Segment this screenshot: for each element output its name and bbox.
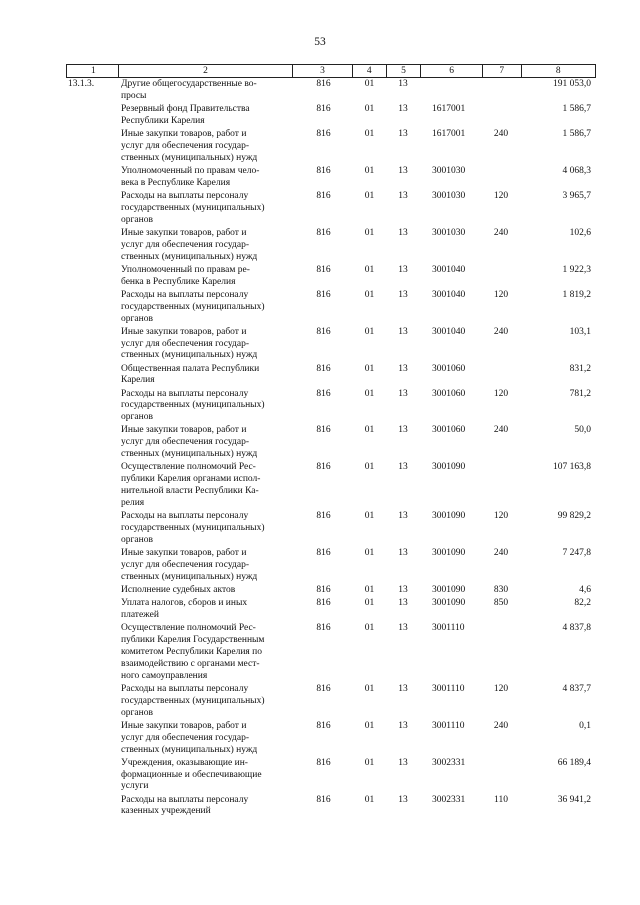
row-col-3: 816 [316,720,331,731]
row-col-8: 4 068,3 [562,165,591,176]
row-col-8: 4,6 [579,584,591,595]
row-code: 13.1.3. [68,79,95,89]
row-col-4: 01 [364,165,375,176]
row-code [66,598,118,622]
row-col-8: 1 586,7 [562,104,591,114]
table-row [66,191,594,227]
row-col-5: 13 [398,511,408,522]
row-col-3: 816 [316,548,331,559]
row-name: Расходы на выплаты персоналу казенных учреждений [121,794,249,817]
table-row [66,425,594,461]
row-col-4: 01 [364,190,375,201]
row-code [66,129,118,165]
row-col-7 [482,79,520,103]
row-col-8: 66 189,4 [557,757,591,768]
row-col-8: 102,6 [569,227,591,238]
table-row [66,389,594,425]
row-col-6: 3001030 [432,190,466,201]
row-code [66,364,118,388]
row-col-3: 816 [316,683,331,694]
row-col-4: 01 [364,757,375,768]
row-code [66,425,118,461]
row-col-7: 240 [493,227,509,238]
row-col-7: 120 [493,388,509,399]
table-row [66,228,594,264]
row-col-8: 3 965,7 [562,190,591,201]
row-col-5: 13 [398,326,408,337]
row-code [66,290,118,326]
row-name: Расходы на выплаты персоналу государственных (муниципальных) органов [121,511,265,545]
row-col-8: 1 586,7 [562,129,591,139]
row-col-4: 01 [364,79,375,89]
header-col-7: 7 [483,65,522,77]
table-row [66,548,594,584]
row-col-7: 240 [493,425,509,436]
header-col-8: 8 [555,66,561,76]
row-name: Иные закупки товаров, работ и услуг для обеспечения государ- ственных (муниципальных) нужд [121,227,258,262]
table-row [66,511,594,547]
table-row [66,585,594,597]
row-col-4: 01 [364,363,375,374]
row-col-7: 120 [493,190,509,201]
row-col-6: 3001090 [432,511,466,522]
row-col-3: 816 [316,584,331,595]
row-col-8: 99 829,2 [557,511,591,522]
row-col-3: 816 [316,757,331,768]
header-col-1: 1 [67,65,119,77]
header-col-4: 4 [353,65,387,77]
row-col-8: 4 837,7 [562,683,591,694]
row-col-3: 816 [316,511,331,522]
table-row [66,721,594,757]
row-col-6: 3001040 [432,326,466,337]
row-col-3: 816 [316,623,331,634]
budget-table-body [66,79,594,820]
row-col-3: 816 [316,79,331,89]
row-col-7 [482,265,520,289]
row-col-3: 816 [316,104,331,114]
table-row [66,623,594,683]
row-name: Осуществление полномочий Рес- публики Карелия органами испол- нительной власти Республики Ка- релия [121,462,261,509]
row-name: Осуществление полномочий Рес- публики Карелия Государственным комитетом Республики Карелия по взаимодействию с органами мест- ного самоуправления [121,623,265,681]
table-row [66,166,594,190]
row-code [66,585,118,597]
row-col-6: 3001110 [432,720,465,731]
row-col-4: 01 [364,104,375,114]
row-col-4: 01 [364,584,375,595]
row-col-7: 120 [493,683,509,694]
row-col-3: 816 [316,462,331,473]
row-col-3: 816 [316,425,331,436]
row-name: Расходы на выплаты персоналу государственных (муниципальных) органов [121,388,265,423]
row-code [66,721,118,757]
table-row [66,795,594,819]
row-col-7: 830 [493,584,509,595]
row-name: Иные закупки товаров, работ и услуг для обеспечения государ- ственных (муниципальных) нужд [121,129,258,163]
row-name: Резервный фонд Правительства Республики Карелия [121,104,250,126]
row-col-6: 3001090 [432,584,466,595]
row-col-5: 13 [398,623,408,634]
row-code [66,511,118,547]
row-col-7: 240 [493,326,509,337]
row-col-7 [482,104,520,128]
row-col-5: 13 [398,79,408,89]
row-col-4: 01 [364,623,375,634]
row-col-7 [482,364,520,388]
row-col-7 [482,166,520,190]
row-col-5: 13 [398,425,408,436]
row-code [66,191,118,227]
row-col-5: 13 [398,598,408,609]
row-col-4: 01 [364,462,375,473]
row-name: Другие общегосударственные во- просы [121,79,257,101]
row-col-8: 1 819,2 [562,289,591,300]
row-col-3: 816 [316,165,331,176]
row-code [66,228,118,264]
row-col-6: 3001060 [432,425,466,436]
row-col-6: 3001030 [432,227,466,238]
row-col-5: 13 [398,363,408,374]
row-col-8: 82,2 [574,598,591,609]
row-col-3: 816 [316,190,331,201]
row-col-5: 13 [398,794,408,805]
row-col-3: 816 [316,598,331,609]
page-number: 53 [314,36,326,48]
row-col-3: 816 [316,388,331,399]
row-col-8: 4 837,8 [562,623,591,634]
row-code [66,795,118,819]
row-col-7: 110 [494,794,508,805]
row-col-6: 3001060 [432,363,466,374]
row-col-7: 240 [493,720,509,731]
row-code [66,548,118,584]
row-col-7: 240 [493,548,509,559]
row-code [66,684,118,720]
row-col-6: 1617001 [432,104,466,114]
row-name: Расходы на выплаты персоналу государственных (муниципальных) органов [121,289,265,324]
table-row [66,79,594,103]
table-row [66,684,594,720]
row-code [66,104,118,128]
row-col-3: 816 [316,794,331,805]
row-col-3: 816 [316,264,331,275]
row-col-4: 01 [364,548,375,559]
row-col-5: 13 [398,289,408,300]
row-col-4: 01 [364,794,375,805]
table-row [66,758,594,794]
row-name: Учреждения, оказывающие ин- формационные и обеспечивающие услуги [121,757,262,792]
header-col-6: 6 [421,65,483,77]
row-code [66,166,118,190]
row-col-3: 816 [316,289,331,300]
header-col-3: 3 [293,65,353,77]
row-name: Иные закупки товаров, работ и услуг для обеспечения государ- ственных (муниципальных) нужд [121,720,258,755]
row-col-6: 3001040 [432,289,466,300]
row-col-8: 36 941,2 [557,794,591,805]
row-name: Уполномоченный по правам ре- бенка в Республике Карелия [121,264,250,287]
row-col-6: 3001090 [432,598,466,609]
row-name: Расходы на выплаты персоналу государственных (муниципальных) органов [121,683,265,718]
row-col-6: 3001040 [432,264,466,275]
row-col-7: 850 [493,598,509,609]
row-col-4: 01 [364,425,375,436]
row-col-5: 13 [398,683,408,694]
row-col-4: 01 [364,598,375,609]
table-row [66,129,594,165]
row-code [66,462,118,510]
row-col-4: 01 [364,129,375,139]
row-code [66,265,118,289]
row-col-5: 13 [398,548,408,559]
row-col-6: 3001110 [432,623,465,634]
row-col-4: 01 [364,388,375,399]
row-name: Исполнение судебных актов [121,584,236,595]
row-col-4: 01 [364,683,375,694]
row-col-8: 191 053,0 [553,79,591,89]
row-col-5: 13 [398,584,408,595]
row-name: Общественная палата Республики Карелия [121,363,260,386]
row-col-3: 816 [316,326,331,337]
row-name: Иные закупки товаров, работ и услуг для обеспечения государ- ственных (муниципальных) нужд [121,326,258,361]
row-col-4: 01 [364,289,375,300]
row-col-6: 1617001 [432,129,466,139]
row-col-5: 13 [398,264,408,275]
row-col-7 [482,758,520,794]
row-code [66,327,118,363]
row-col-8: 1 922,3 [562,264,591,275]
table-row [66,290,594,326]
row-name: Расходы на выплаты персоналу государственных (муниципальных) органов [121,190,265,225]
row-col-5: 13 [398,757,408,768]
row-name: Иные закупки товаров, работ и услуг для обеспечения государ- ственных (муниципальных) нужд [121,425,258,460]
row-col-6: 3002331 [432,794,466,805]
row-code [66,389,118,425]
row-col-7 [482,623,520,683]
row-name: Уполномоченный по правам чело- века в Республике Карелия [121,165,260,188]
table-row [66,327,594,363]
row-col-7: 120 [493,511,509,522]
row-name: Иные закупки товаров, работ и услуг для обеспечения государ- ственных (муниципальных) нужд [121,548,258,582]
table-row [66,462,594,510]
row-col-6: 3001090 [432,548,466,559]
row-col-6: 3002331 [432,757,466,768]
header-col-2: 2 [119,65,294,77]
row-col-6: 3001090 [432,462,466,473]
row-col-8: 107 163,8 [553,462,591,473]
row-col-5: 13 [398,190,408,201]
row-col-4: 01 [364,227,375,238]
row-name: Уплата налогов, сборов и иных платежей [121,598,248,620]
row-col-8: 103,1 [569,326,591,337]
row-col-3: 816 [316,363,331,374]
row-col-6: 3001030 [432,165,466,176]
row-code [66,758,118,794]
row-col-7: 240 [493,129,509,139]
table-row [66,104,594,128]
row-col-4: 01 [364,264,375,275]
row-col-7 [482,462,520,510]
row-col-5: 13 [398,388,408,399]
row-col-8: 50,0 [574,425,591,436]
row-col-5: 13 [398,129,408,139]
table-row [66,598,594,622]
row-col-4: 01 [364,720,375,731]
row-col-8: 781,2 [569,388,591,399]
row-col-6 [420,79,482,103]
header-col-5: 5 [387,65,422,77]
row-col-7: 120 [493,289,509,300]
row-col-6: 3001110 [432,683,465,694]
row-col-3: 816 [316,227,331,238]
row-col-8: 831,2 [569,363,591,374]
row-col-4: 01 [364,326,375,337]
row-col-5: 13 [398,104,408,114]
row-col-8: 0,1 [579,720,591,731]
table-header [66,64,596,78]
row-col-5: 13 [398,720,408,731]
row-col-3: 816 [316,129,331,139]
table-row [66,364,594,388]
row-col-5: 13 [398,227,408,238]
row-col-4: 01 [364,511,375,522]
row-code [66,623,118,683]
row-col-6: 3001060 [432,388,466,399]
table-row [66,265,594,289]
row-col-8: 7 247,8 [562,548,591,559]
row-col-5: 13 [398,165,408,176]
row-col-5: 13 [398,462,408,473]
